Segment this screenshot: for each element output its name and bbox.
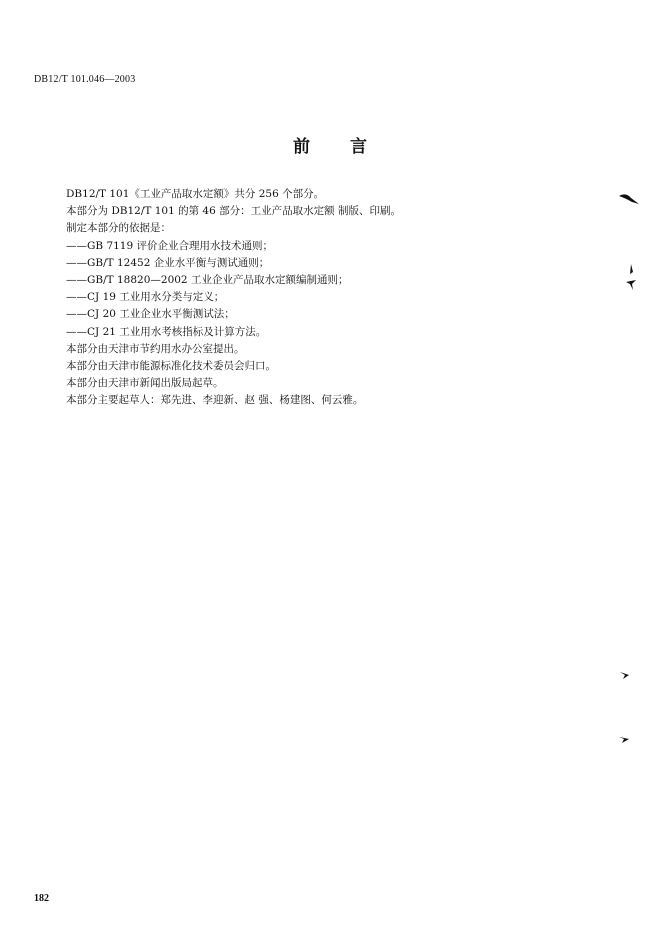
scan-mark-icon bbox=[618, 734, 630, 744]
paragraph-line: 制定本部分的依据是： bbox=[66, 222, 171, 235]
paragraph-line: DB12/T 101《工业产品取水定额》共分 256 个部分。 bbox=[66, 188, 325, 200]
page-title bbox=[0, 132, 662, 157]
paragraph-line: 本部分主要起草人：郑先进、李迎新、赵 强、杨建图、何云雅。 bbox=[66, 394, 364, 407]
title-char-1: 前 bbox=[293, 137, 312, 157]
document-code: DB12/T 101.046—2003 bbox=[34, 74, 136, 85]
title-char-2: 言 bbox=[350, 137, 369, 157]
paragraph-line: 本部分由天津市新闻出版局起草。 bbox=[66, 377, 224, 390]
reference-item: ——CJ 19 工业用水分类与定义； bbox=[66, 291, 225, 304]
foreword-body bbox=[66, 186, 626, 410]
scan-mark-icon bbox=[618, 192, 640, 206]
reference-item: ——GB/T 12452 企业水平衡与测试通则； bbox=[66, 256, 270, 269]
scan-mark-icon bbox=[624, 262, 638, 292]
scan-mark-icon bbox=[619, 670, 631, 680]
paragraph-line: 本部分由天津市节约用水办公室提出。 bbox=[66, 342, 245, 355]
paragraph-line: 本部分为 DB12/T 101 的第 46 部分：工业产品取水定额 制版、印刷。 bbox=[66, 205, 401, 218]
paragraph-line: 本部分由天津市能源标准化技术委员会归口。 bbox=[66, 360, 276, 373]
reference-item: ——CJ 21 工业用水考核指标及计算方法。 bbox=[66, 325, 267, 338]
page-number: 182 bbox=[34, 893, 49, 904]
reference-item: ——CJ 20 工业企业水平衡测试法； bbox=[66, 308, 235, 321]
reference-item: ——GB/T 18820—2002 工业企业产品取水定额编制通则； bbox=[66, 274, 349, 287]
reference-item: ——GB 7119 评价企业合理用水技术通则； bbox=[66, 239, 274, 252]
